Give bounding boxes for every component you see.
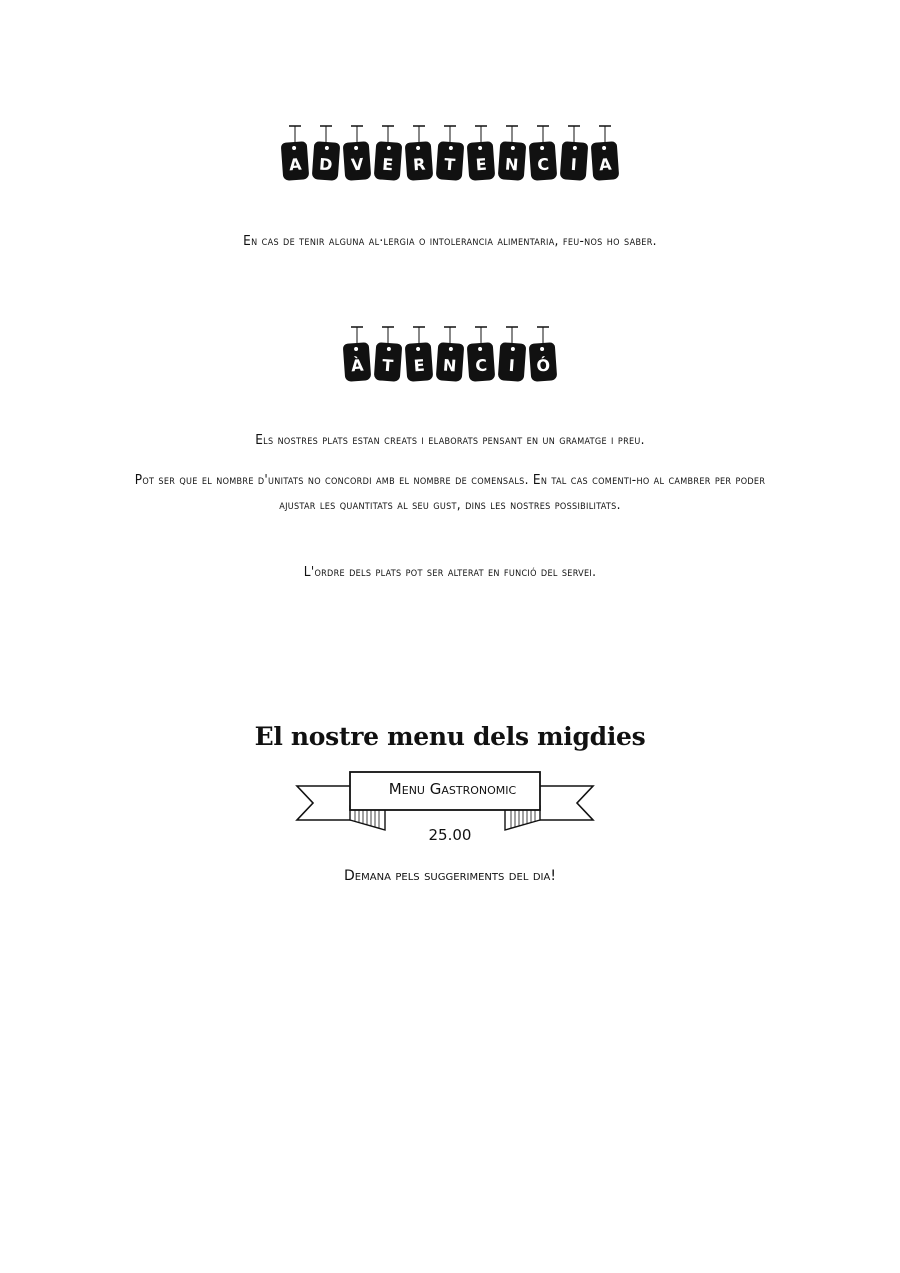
tag-letter [344,326,370,384]
menu-price: 25.00 [428,826,472,844]
tag-letter [561,125,587,183]
tag-letter-text: C [536,154,550,175]
tag-letter [468,326,494,384]
tag-letter [375,326,401,384]
tag-letter-text: N [442,355,458,376]
atencio-paragraph-3: L'ordre dels plats pot ser alterat en funció del servei. [303,564,597,580]
tag-letter [530,326,556,384]
tag-letter-text: I [508,355,516,376]
atencio-paragraph-2: Pot ser que el nombre d'unitats no concordi amb el nombre de comensals. En tal cas comenti-ho al cambrer per poder ajustar les quantitats al seu gust, dins les nostres possibilitats. [134,472,766,513]
tag-letter-text: À [350,355,365,376]
tag-letter-text: D [318,154,334,175]
tag-letter [406,125,432,183]
tag-letter [530,125,556,183]
tag-letter-text: A [598,154,613,175]
menu-gastronomic-label: Menu Gastronomic [388,780,517,798]
tag-letter [375,125,401,183]
tag-letter-text: N [504,154,520,175]
tag-letter-text: V [350,154,365,175]
tag-letter [592,125,618,183]
tag-letter [468,125,494,183]
tag-letter-text: E [475,154,488,175]
tag-letter-text: Ó [535,355,551,376]
tag-letter [282,125,308,183]
tag-letter-text: E [413,355,426,376]
tag-letter [499,125,525,183]
tag-letter-text: C [474,355,488,376]
tag-letter-text: R [412,154,427,175]
tag-letter [344,125,370,183]
tag-letter-text: E [381,154,394,175]
tag-letter [499,326,525,384]
advertencia-title [0,125,900,183]
tag-letter [437,125,463,183]
tag-letter [406,326,432,384]
menu-heading: El nostre menu dels migdies [254,722,646,751]
tag-letter-text: T [381,355,394,376]
tag-letter-text: A [288,154,303,175]
atencio-paragraph-1: Els nostres plats estan creats i elaborats pensant en un gramatge i preu. [255,432,645,448]
tag-letter-text: I [570,154,578,175]
allergy-notice: En cas de tenir alguna al·lergia o intolerancia alimentaria, feu-nos ho saber. [243,233,657,249]
tag-letter [437,326,463,384]
atencio-title [0,326,900,384]
tag-letter-text: T [443,154,456,175]
suggestions-note: Demana pels suggeriments del dia! [344,868,556,884]
tag-letter [313,125,339,183]
